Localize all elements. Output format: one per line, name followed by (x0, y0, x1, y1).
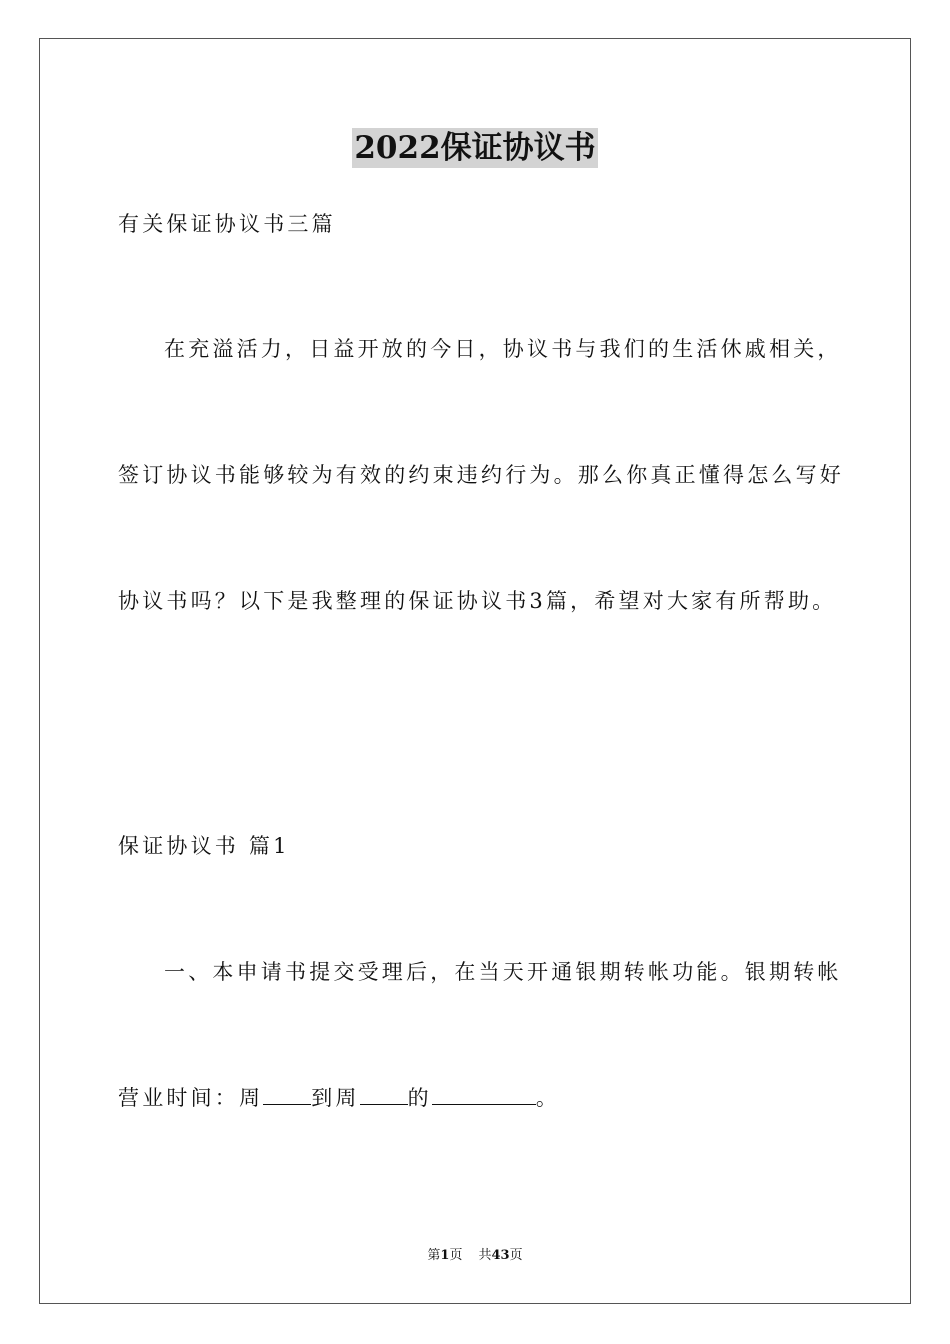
section-heading: 保证协议书 篇1 (118, 834, 290, 858)
clause-1-line-2 (118, 1082, 560, 1113)
footer-total-suffix: 页 (509, 1248, 523, 1263)
title-container (0, 128, 950, 168)
intro-line-1: 在充溢活力，日益开放的今日，协议书与我们的生活休戚相关， (164, 337, 842, 361)
intro-line-2: 签订协议书能够较为有效的约束违约行为。那么你真正懂得怎么写好 (118, 463, 844, 487)
fill-blank-start-day[interactable] (263, 1082, 311, 1105)
document-subtitle: 有关保证协议书三篇 (118, 212, 336, 236)
clause-text-part-3: 的 (407, 1086, 432, 1110)
clause-text-part-1: 营业时间：周 (118, 1086, 264, 1110)
clause-text-part-2: 到周 (311, 1086, 360, 1110)
page-footer (0, 1248, 950, 1264)
footer-prefix: 第 (427, 1248, 441, 1263)
footer-total-prefix: 共 (478, 1248, 492, 1263)
fill-blank-end-day[interactable] (360, 1082, 408, 1105)
fill-blank-time[interactable] (432, 1082, 536, 1105)
footer-current-page: 1 (440, 1248, 450, 1263)
footer-page-suffix: 页 (449, 1248, 463, 1263)
intro-line-3: 协议书吗？以下是我整理的保证协议书3篇，希望对大家有所帮助。 (118, 589, 837, 613)
footer-total-pages: 43 (491, 1248, 510, 1263)
clause-text-part-4: 。 (535, 1086, 561, 1110)
clause-1-line-1: 一、本申请书提交受理后，在当天开通银期转帐功能。银期转帐 (164, 960, 842, 984)
document-title: 2022保证协议书 (354, 130, 596, 166)
